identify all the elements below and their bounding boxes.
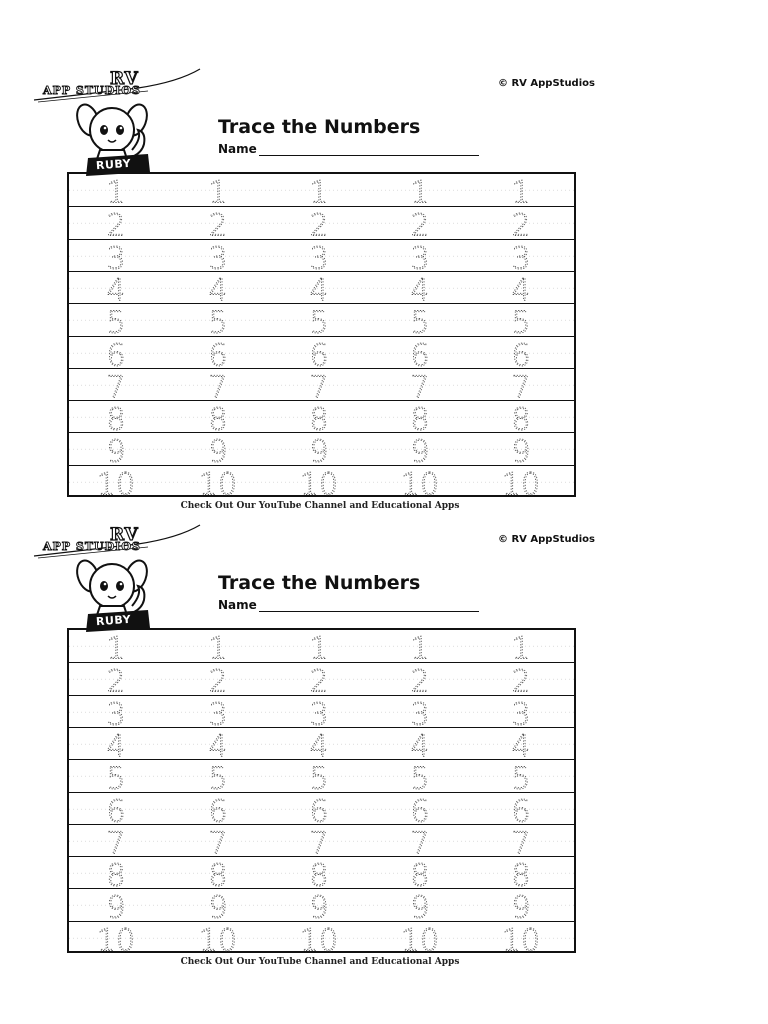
trace-row bbox=[69, 792, 574, 824]
trace-digit: 9 bbox=[208, 434, 228, 466]
logo-rv-text: RV bbox=[110, 69, 139, 89]
trace-digit: 1 bbox=[106, 175, 126, 207]
trace-digit: 4 bbox=[106, 729, 126, 761]
trace-row-digits bbox=[69, 760, 574, 792]
trace-digit: 10 bbox=[501, 922, 541, 954]
ruby-mascot bbox=[74, 100, 194, 180]
name-write-line[interactable] bbox=[259, 599, 479, 612]
trace-digit: 1 bbox=[208, 175, 228, 207]
trace-digit: 1 bbox=[106, 631, 126, 663]
trace-digit: 9 bbox=[208, 890, 228, 922]
trace-digit: 10 bbox=[400, 922, 440, 954]
trace-digit: 4 bbox=[511, 729, 531, 761]
trace-row bbox=[69, 368, 574, 400]
worksheet-2 bbox=[0, 522, 768, 978]
trace-digit: 6 bbox=[511, 793, 531, 825]
ruby-mascot-icon bbox=[74, 556, 194, 636]
trace-digit: 3 bbox=[106, 240, 126, 272]
trace-digit: 5 bbox=[208, 761, 228, 793]
trace-digit: 8 bbox=[309, 858, 329, 890]
trace-digit: 2 bbox=[106, 664, 126, 696]
trace-digit: 10 bbox=[198, 922, 238, 954]
trace-digit: 9 bbox=[511, 890, 531, 922]
trace-row-digits bbox=[69, 466, 574, 498]
trace-digit: 3 bbox=[511, 240, 531, 272]
logo-studios-text: APP STUDIOS bbox=[43, 84, 141, 97]
copyright-text: © RV AppStudios bbox=[498, 78, 595, 89]
trace-digit: 10 bbox=[198, 466, 238, 498]
trace-row-digits bbox=[69, 304, 574, 336]
trace-row-digits bbox=[69, 696, 574, 728]
trace-digit: 8 bbox=[106, 858, 126, 890]
trace-digit: 10 bbox=[96, 466, 136, 498]
trace-row-digits bbox=[69, 207, 574, 239]
trace-digit: 3 bbox=[309, 240, 329, 272]
trace-digit: 9 bbox=[309, 890, 329, 922]
trace-row bbox=[69, 303, 574, 335]
trace-row-digits bbox=[69, 793, 574, 825]
trace-row-digits bbox=[69, 174, 574, 206]
logo-rv-text: RV bbox=[110, 525, 139, 545]
logo-studios-text: APP STUDIOS bbox=[43, 540, 141, 553]
trace-digit: 7 bbox=[511, 370, 531, 402]
trace-row bbox=[69, 239, 574, 271]
trace-digit: 3 bbox=[208, 240, 228, 272]
trace-digit: 10 bbox=[299, 922, 339, 954]
trace-digit: 7 bbox=[106, 370, 126, 402]
trace-digit: 7 bbox=[309, 826, 329, 858]
trace-digit: 2 bbox=[309, 664, 329, 696]
trace-digit: 2 bbox=[106, 208, 126, 240]
trace-digit: 1 bbox=[309, 175, 329, 207]
trace-digit: 2 bbox=[410, 208, 430, 240]
worksheet-1 bbox=[0, 66, 768, 522]
trace-row bbox=[69, 465, 574, 497]
trace-digit: 3 bbox=[208, 696, 228, 728]
trace-digit: 10 bbox=[96, 922, 136, 954]
trace-digit: 6 bbox=[511, 337, 531, 369]
trace-row bbox=[69, 432, 574, 464]
trace-digit: 8 bbox=[511, 402, 531, 434]
trace-digit: 8 bbox=[511, 858, 531, 890]
trace-row-digits bbox=[69, 889, 574, 921]
trace-digit: 5 bbox=[410, 305, 430, 337]
trace-row-digits bbox=[69, 369, 574, 401]
trace-row bbox=[69, 824, 574, 856]
trace-row bbox=[69, 921, 574, 953]
trace-digit: 4 bbox=[410, 729, 430, 761]
trace-digit: 6 bbox=[208, 337, 228, 369]
trace-digit: 1 bbox=[309, 631, 329, 663]
trace-digit: 8 bbox=[106, 402, 126, 434]
trace-digit: 2 bbox=[511, 208, 531, 240]
trace-row-digits bbox=[69, 272, 574, 304]
trace-digit: 1 bbox=[410, 631, 430, 663]
trace-digit: 9 bbox=[106, 434, 126, 466]
trace-digit: 5 bbox=[309, 305, 329, 337]
trace-digit: 2 bbox=[208, 208, 228, 240]
trace-digit: 6 bbox=[106, 337, 126, 369]
trace-digit: 4 bbox=[410, 273, 430, 305]
trace-row bbox=[69, 759, 574, 791]
trace-row-digits bbox=[69, 728, 574, 760]
trace-digit: 3 bbox=[309, 696, 329, 728]
name-write-line[interactable] bbox=[259, 143, 479, 156]
trace-digit: 6 bbox=[309, 337, 329, 369]
trace-digit: 2 bbox=[309, 208, 329, 240]
trace-digit: 2 bbox=[208, 664, 228, 696]
ruby-mascot bbox=[74, 556, 194, 636]
trace-digit: 1 bbox=[410, 175, 430, 207]
trace-digit: 7 bbox=[309, 370, 329, 402]
trace-digit: 3 bbox=[410, 240, 430, 272]
trace-row bbox=[69, 336, 574, 368]
trace-digit: 10 bbox=[299, 466, 339, 498]
trace-digit: 5 bbox=[511, 761, 531, 793]
tracing-grid bbox=[67, 172, 576, 497]
trace-digit: 1 bbox=[208, 631, 228, 663]
trace-digit: 1 bbox=[511, 631, 531, 663]
trace-digit: 7 bbox=[208, 370, 228, 402]
name-label: Name bbox=[218, 598, 257, 612]
trace-digit: 6 bbox=[309, 793, 329, 825]
trace-digit: 6 bbox=[410, 337, 430, 369]
trace-row bbox=[69, 206, 574, 238]
trace-row-digits bbox=[69, 663, 574, 695]
name-field bbox=[218, 598, 479, 612]
trace-digit: 5 bbox=[309, 761, 329, 793]
footer-promo-text: Check Out Our YouTube Channel and Educational Apps bbox=[180, 957, 460, 967]
trace-row-digits bbox=[69, 630, 574, 662]
trace-digit: 9 bbox=[511, 434, 531, 466]
trace-digit: 6 bbox=[410, 793, 430, 825]
trace-row bbox=[69, 856, 574, 888]
trace-row-digits bbox=[69, 857, 574, 889]
trace-digit: 7 bbox=[208, 826, 228, 858]
ruby-mascot-icon bbox=[74, 100, 194, 180]
trace-digit: 1 bbox=[511, 175, 531, 207]
trace-digit: 3 bbox=[511, 696, 531, 728]
ruby-label: RUBY bbox=[95, 612, 132, 629]
trace-digit: 6 bbox=[208, 793, 228, 825]
trace-row-digits bbox=[69, 922, 574, 954]
trace-digit: 4 bbox=[309, 273, 329, 305]
trace-digit: 10 bbox=[501, 466, 541, 498]
ruby-label: RUBY bbox=[95, 156, 132, 173]
trace-row-digits bbox=[69, 337, 574, 369]
trace-digit: 2 bbox=[410, 664, 430, 696]
trace-digit: 5 bbox=[106, 761, 126, 793]
trace-digit: 4 bbox=[208, 729, 228, 761]
trace-digit: 4 bbox=[511, 273, 531, 305]
trace-row-digits bbox=[69, 433, 574, 465]
trace-digit: 7 bbox=[106, 826, 126, 858]
trace-digit: 9 bbox=[106, 890, 126, 922]
trace-row bbox=[69, 630, 574, 662]
trace-digit: 6 bbox=[106, 793, 126, 825]
trace-digit: 8 bbox=[410, 402, 430, 434]
trace-digit: 10 bbox=[400, 466, 440, 498]
trace-digit: 8 bbox=[309, 402, 329, 434]
trace-digit: 9 bbox=[410, 434, 430, 466]
trace-row bbox=[69, 174, 574, 206]
trace-row bbox=[69, 400, 574, 432]
footer-promo-text: Check Out Our YouTube Channel and Educational Apps bbox=[180, 501, 460, 511]
trace-row bbox=[69, 271, 574, 303]
trace-digit: 5 bbox=[410, 761, 430, 793]
name-field bbox=[218, 142, 479, 156]
trace-row-digits bbox=[69, 825, 574, 857]
trace-digit: 5 bbox=[106, 305, 126, 337]
trace-row bbox=[69, 888, 574, 920]
name-label: Name bbox=[218, 142, 257, 156]
trace-digit: 7 bbox=[410, 370, 430, 402]
trace-digit: 7 bbox=[410, 826, 430, 858]
trace-row bbox=[69, 695, 574, 727]
trace-digit: 2 bbox=[511, 664, 531, 696]
trace-digit: 4 bbox=[106, 273, 126, 305]
trace-row bbox=[69, 662, 574, 694]
trace-row bbox=[69, 727, 574, 759]
trace-digit: 9 bbox=[410, 890, 430, 922]
copyright-text: © RV AppStudios bbox=[498, 534, 595, 545]
trace-digit: 4 bbox=[309, 729, 329, 761]
worksheet-title: Trace the Numbers bbox=[218, 572, 421, 594]
worksheet-title: Trace the Numbers bbox=[218, 116, 421, 138]
trace-digit: 3 bbox=[410, 696, 430, 728]
trace-digit: 3 bbox=[106, 696, 126, 728]
trace-row-digits bbox=[69, 401, 574, 433]
trace-digit: 7 bbox=[511, 826, 531, 858]
trace-digit: 8 bbox=[208, 402, 228, 434]
trace-digit: 5 bbox=[511, 305, 531, 337]
trace-digit: 5 bbox=[208, 305, 228, 337]
tracing-grid bbox=[67, 628, 576, 953]
trace-digit: 8 bbox=[410, 858, 430, 890]
trace-digit: 8 bbox=[208, 858, 228, 890]
trace-digit: 4 bbox=[208, 273, 228, 305]
trace-digit: 9 bbox=[309, 434, 329, 466]
trace-row-digits bbox=[69, 240, 574, 272]
